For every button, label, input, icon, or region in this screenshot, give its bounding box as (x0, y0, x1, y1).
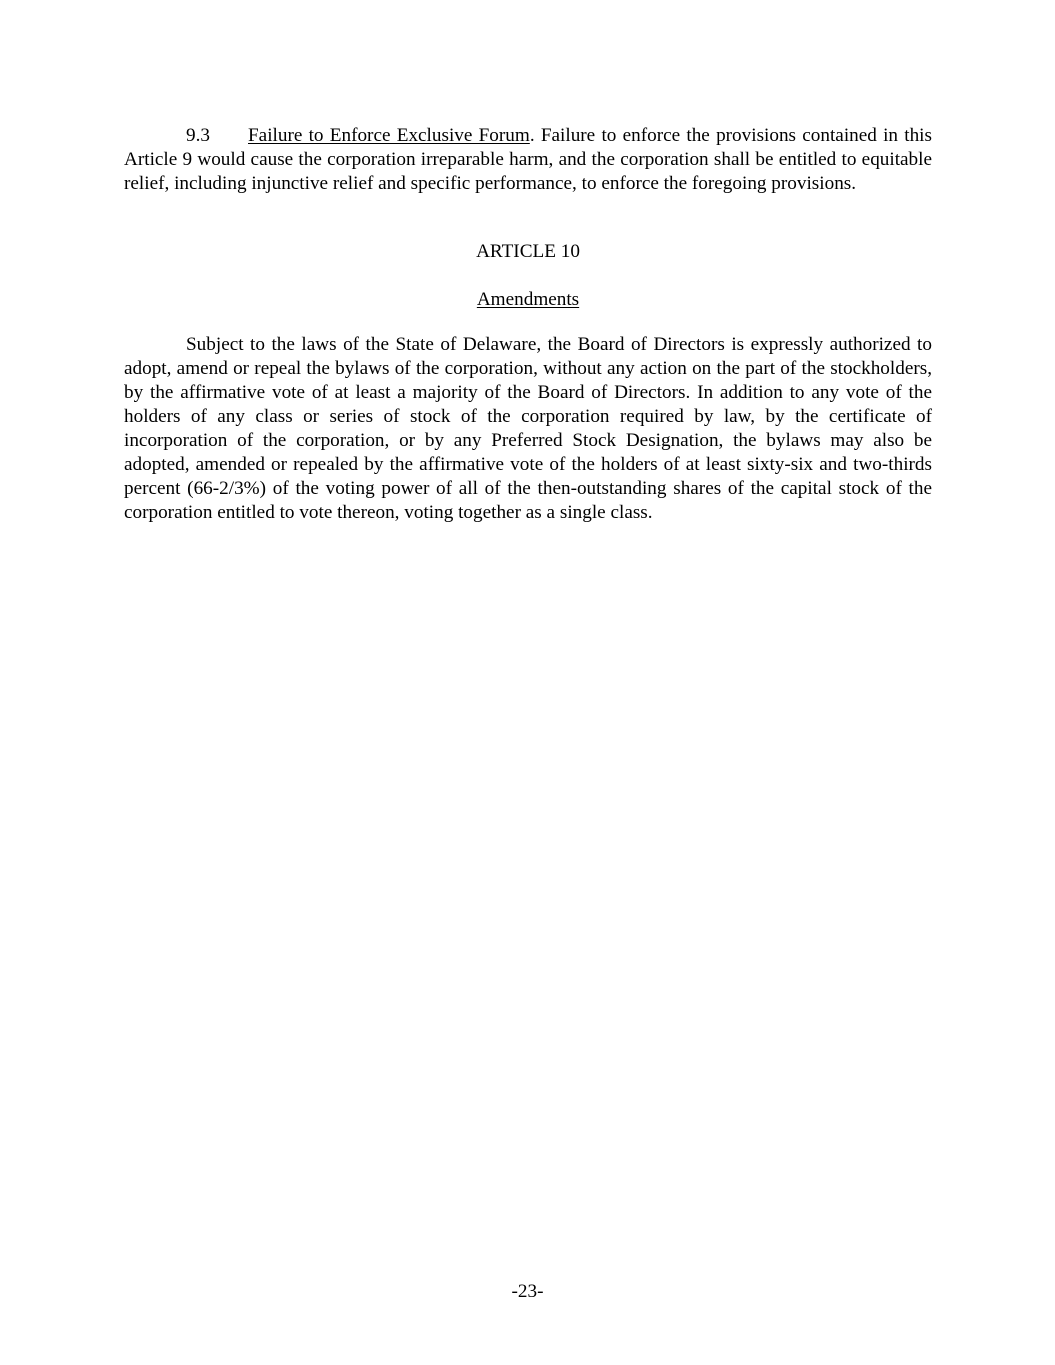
article-number: ARTICLE 10 (476, 241, 580, 262)
section-text: . Failure to enforce the provisions contained in this Article 9 would cause the corporation irreparable harm, and the corporation shall be entitled to equitable relief, including injunctive relief and specific performance, to enforce the foregoing provisions. (124, 125, 932, 194)
article-title-text: Amendments (476, 289, 580, 310)
article-body: Subject to the laws of the State of Delaware, the Board of Directors is expressly authorized to adopt, amend or repeal the bylaws of the corporation, without any action on the part of the stockholders, by the affirmative vote of at least a majority of the Board of Directors. In addition to any vote of the holders of any class or series of stock of the corporation required by law, by the certificate of incorporation of the corporation, or by any Preferred Stock Designation, the bylaws may also be adopted, amended or repealed by the affirmative vote of the holders of at least sixty-six and two-thirds percent (66-2/3%) of the voting power of all of the then-outstanding shares of the capital stock of the corporation entitled to vote thereon, voting together as a single class. (124, 334, 932, 523)
section-number: 9.3 (186, 125, 210, 146)
section-9-3 (124, 124, 932, 196)
page-number: -23- (511, 1281, 544, 1302)
section-heading: Failure to Enforce Exclusive Forum (248, 125, 530, 146)
article-title (124, 288, 932, 312)
